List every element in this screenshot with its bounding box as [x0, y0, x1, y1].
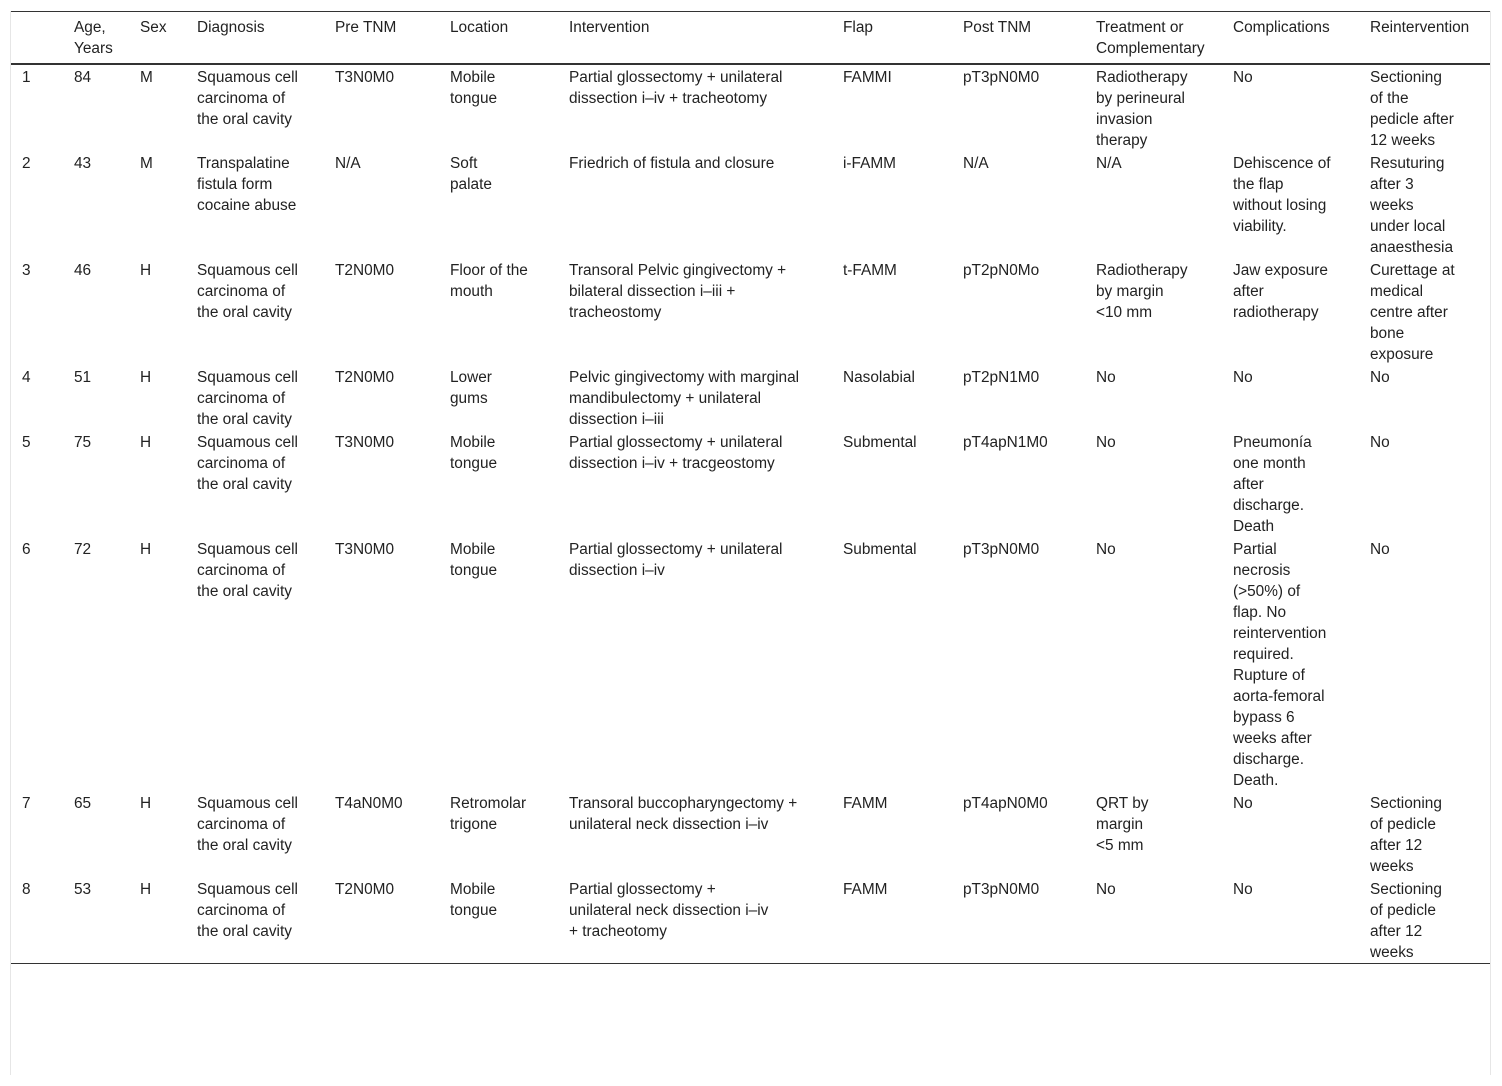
- cell-age: 46: [74, 262, 92, 279]
- table-header-row: [11, 12, 1490, 65]
- table-row: [11, 877, 1490, 964]
- cell-id: 8: [22, 881, 31, 898]
- header-flap: Flap: [843, 19, 873, 36]
- cell-pre-tnm: T3N0M0: [335, 69, 395, 86]
- cell-complications: Dehiscence of the flap without losing viability.: [1233, 155, 1331, 235]
- cell-flap: i-FAMM: [843, 155, 897, 172]
- table-row: [11, 430, 1490, 537]
- cell-post-tnm: pT2pN0Mo: [963, 262, 1040, 279]
- cell-flap: FAMMI: [843, 69, 892, 86]
- cell-age: 84: [74, 69, 92, 86]
- cell-post-tnm: pT3pN0M0: [963, 541, 1040, 558]
- cell-location: Mobile tongue: [450, 881, 498, 919]
- cell-location: Retromolar trigone: [450, 795, 527, 833]
- cell-treatment: Radiotherapy by margin <10 mm: [1096, 262, 1188, 321]
- cell-treatment: No: [1096, 369, 1116, 386]
- cell-age: 51: [74, 369, 92, 386]
- cell-intervention: Transoral buccopharyngectomy + unilateral neck dissection i–iv: [569, 795, 798, 833]
- cell-treatment: N/A: [1096, 155, 1122, 172]
- header-intervention: Intervention: [569, 19, 650, 36]
- cell-complications: No: [1233, 369, 1253, 386]
- cell-location: Mobile tongue: [450, 69, 498, 107]
- cell-reintervention: No: [1370, 369, 1390, 386]
- table-row: [11, 791, 1490, 877]
- cell-age: 75: [74, 434, 92, 451]
- cell-complications: No: [1233, 881, 1253, 898]
- cell-post-tnm: N/A: [963, 155, 989, 172]
- cell-flap: Submental: [843, 434, 917, 451]
- header-treatment: Treatment or Complementary: [1096, 19, 1205, 57]
- table-row: [11, 64, 1490, 151]
- cell-location: Floor of the mouth: [450, 262, 528, 300]
- cell-sex: H: [140, 795, 152, 812]
- cell-id: 5: [22, 434, 31, 451]
- cell-age: 72: [74, 541, 92, 558]
- cell-pre-tnm: T3N0M0: [335, 434, 395, 451]
- cell-flap: t-FAMM: [843, 262, 897, 279]
- table-row: [11, 365, 1490, 430]
- cell-reintervention: Sectioning of pedicle after 12 weeks: [1370, 881, 1442, 961]
- cell-intervention: Transoral Pelvic gingivectomy + bilateral dissection i–iii + tracheostomy: [569, 262, 787, 321]
- cell-pre-tnm: T2N0M0: [335, 369, 395, 386]
- cell-location: Soft palate: [450, 155, 492, 193]
- cell-treatment: No: [1096, 881, 1116, 898]
- cell-diagnosis: Squamous cell carcinoma of the oral cavity: [197, 369, 298, 428]
- cell-complications: No: [1233, 69, 1253, 86]
- cell-pre-tnm: T3N0M0: [335, 541, 395, 558]
- cell-post-tnm: pT3pN0M0: [963, 69, 1040, 86]
- cell-pre-tnm: N/A: [335, 155, 361, 172]
- cell-age: 65: [74, 795, 92, 812]
- cell-flap: Submental: [843, 541, 917, 558]
- cell-intervention: Partial glossectomy + unilateral neck dissection i–iv + tracheotomy: [569, 881, 769, 940]
- cell-complications: Partial necrosis (>50%) of flap. No reintervention required. Rupture of aorta-femoral bypass 6 weeks after discharge. Death.: [1233, 541, 1327, 789]
- header-location: Location: [450, 19, 509, 36]
- cell-sex: H: [140, 541, 152, 558]
- cell-complications: Pneumonía one month after discharge. Death: [1233, 434, 1312, 535]
- cell-location: Lower gums: [450, 369, 492, 407]
- header-sex: Sex: [140, 19, 167, 36]
- cell-flap: FAMM: [843, 795, 888, 812]
- cell-intervention: Partial glossectomy + unilateral dissection i–iv: [569, 541, 783, 579]
- table-row: [11, 151, 1490, 258]
- cell-id: 6: [22, 541, 31, 558]
- cell-id: 2: [22, 155, 31, 172]
- cell-sex: H: [140, 434, 152, 451]
- header-reintervention: Reintervention: [1370, 19, 1470, 36]
- cell-sex: M: [140, 69, 153, 86]
- table-row: [11, 537, 1490, 791]
- header-complications: Complications: [1233, 19, 1330, 36]
- table-row: [11, 258, 1490, 365]
- cell-id: 3: [22, 262, 31, 279]
- header-diagnosis: Diagnosis: [197, 19, 265, 36]
- cell-diagnosis: Squamous cell carcinoma of the oral cavity: [197, 434, 298, 493]
- cell-intervention: Pelvic gingivectomy with marginal mandibulectomy + unilateral dissection i–iii: [569, 369, 800, 428]
- cell-intervention: Friedrich of fistula and closure: [569, 155, 775, 172]
- cell-sex: H: [140, 262, 152, 279]
- cell-reintervention: Resuturing after 3 weeks under local anaesthesia: [1370, 155, 1454, 256]
- cell-id: 7: [22, 795, 31, 812]
- cell-age: 43: [74, 155, 92, 172]
- cell-complications: No: [1233, 795, 1253, 812]
- cell-complications: Jaw exposure after radiotherapy: [1233, 262, 1328, 321]
- cell-diagnosis: Squamous cell carcinoma of the oral cavity: [197, 795, 298, 854]
- patients-table: [11, 11, 1490, 964]
- cell-pre-tnm: T2N0M0: [335, 262, 395, 279]
- cell-reintervention: No: [1370, 434, 1390, 451]
- cell-pre-tnm: T2N0M0: [335, 881, 395, 898]
- cell-diagnosis: Squamous cell carcinoma of the oral cavity: [197, 69, 298, 128]
- cell-diagnosis: Transpalatine fistula form cocaine abuse: [197, 155, 297, 214]
- cell-intervention: Partial glossectomy + unilateral dissection i–iv + tracgeostomy: [569, 434, 783, 472]
- cell-post-tnm: pT2pN1M0: [963, 369, 1040, 386]
- cell-treatment: No: [1096, 434, 1116, 451]
- cell-treatment: QRT by margin <5 mm: [1096, 795, 1149, 854]
- header-pre-tnm: Pre TNM: [335, 19, 397, 36]
- cell-sex: M: [140, 155, 153, 172]
- cell-reintervention: Curettage at medical centre after bone exposure: [1370, 262, 1455, 363]
- cell-treatment: Radiotherapy by perineural invasion therapy: [1096, 69, 1188, 149]
- cell-location: Mobile tongue: [450, 434, 498, 472]
- cell-age: 53: [74, 881, 92, 898]
- cell-pre-tnm: T4aN0M0: [335, 795, 403, 812]
- cell-sex: H: [140, 369, 152, 386]
- cell-id: 1: [22, 69, 31, 86]
- cell-intervention: Partial glossectomy + unilateral dissection i–iv + tracheotomy: [569, 69, 783, 107]
- cell-diagnosis: Squamous cell carcinoma of the oral cavity: [197, 881, 298, 940]
- cell-post-tnm: pT4apN0M0: [963, 795, 1048, 812]
- cell-treatment: No: [1096, 541, 1116, 558]
- cell-post-tnm: pT3pN0M0: [963, 881, 1040, 898]
- cell-diagnosis: Squamous cell carcinoma of the oral cavity: [197, 262, 298, 321]
- header-index: [11, 12, 63, 65]
- cell-id: 4: [22, 369, 31, 386]
- header-post-tnm: Post TNM: [963, 19, 1032, 36]
- cell-reintervention: Sectioning of the pedicle after 12 weeks: [1370, 69, 1454, 149]
- cell-flap: FAMM: [843, 881, 888, 898]
- cell-flap: Nasolabial: [843, 369, 915, 386]
- header-age: Age, Years: [74, 19, 113, 57]
- cell-sex: H: [140, 881, 152, 898]
- cell-location: Mobile tongue: [450, 541, 498, 579]
- cell-reintervention: Sectioning of pedicle after 12 weeks: [1370, 795, 1442, 875]
- cell-post-tnm: pT4apN1M0: [963, 434, 1048, 451]
- cell-reintervention: No: [1370, 541, 1390, 558]
- cell-diagnosis: Squamous cell carcinoma of the oral cavity: [197, 541, 298, 600]
